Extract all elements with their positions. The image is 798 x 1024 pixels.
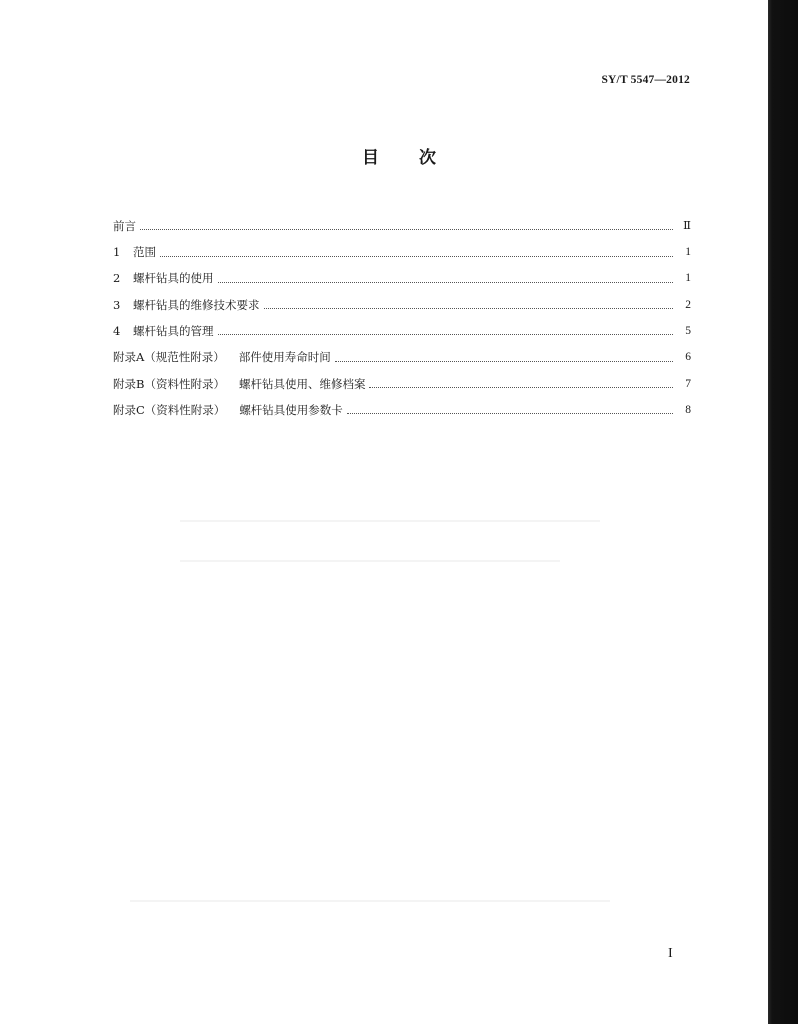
toc-entry-page: Ⅱ — [683, 219, 691, 232]
toc-entry-foreword[interactable] — [113, 206, 691, 232]
toc-appendix-tag: 附录B（资料性附录） — [113, 376, 225, 391]
leader-dots — [160, 255, 673, 257]
toc-entry-number: 3 — [113, 297, 121, 312]
toc-entry-maintenance[interactable] — [113, 285, 691, 311]
toc-entry-label: 螺杆钻具的使用 — [133, 271, 214, 286]
title-char-1: 目 — [362, 148, 380, 168]
toc-entry-management[interactable] — [113, 311, 691, 337]
toc-entry-appendix-c[interactable] — [113, 390, 691, 416]
table-of-contents — [113, 206, 691, 416]
toc-entry-label: 前言 — [113, 218, 136, 233]
toc-entry-page: 2 — [685, 298, 691, 311]
toc-entry-label: 部件使用寿命时间 — [238, 350, 331, 365]
title-char-2: 次 — [418, 148, 436, 168]
toc-entry-label: 螺杆钻具的维修技术要求 — [133, 297, 260, 312]
toc-entry-page: 8 — [685, 403, 691, 416]
leader-dots — [218, 281, 674, 283]
bleed-through-mark — [130, 900, 610, 902]
leader-dots — [347, 412, 673, 414]
page-title — [0, 143, 798, 168]
standard-code: SY/T 5547—2012 — [601, 74, 690, 86]
toc-entry-label: 螺杆钻具使用、维修档案 — [238, 376, 366, 391]
toc-entry-number: 4 — [113, 323, 121, 338]
toc-appendix-tag: 附录A（规范性附录） — [113, 350, 225, 365]
toc-entry-appendix-a[interactable] — [113, 337, 691, 363]
bleed-through-mark — [180, 520, 600, 522]
leader-dots — [335, 360, 673, 362]
toc-appendix-tag: 附录C（资料性附录） — [113, 402, 226, 417]
toc-entry-page: 1 — [685, 246, 691, 259]
toc-entry-page: 1 — [685, 272, 691, 285]
toc-entry-page: 7 — [685, 377, 691, 390]
toc-entry-label: 范围 — [133, 245, 156, 260]
page-number: I — [668, 946, 673, 961]
toc-entry-label: 螺杆钻具的管理 — [133, 323, 214, 338]
toc-entry-number: 1 — [113, 245, 121, 260]
bleed-through-mark — [180, 560, 560, 562]
toc-entry-number: 2 — [113, 271, 121, 286]
leader-dots — [218, 333, 674, 335]
toc-entry-appendix-b[interactable] — [113, 364, 691, 390]
toc-entry-usage[interactable] — [113, 259, 691, 285]
toc-entry-page: 5 — [685, 324, 691, 337]
leader-dots — [369, 386, 673, 388]
toc-entry-page: 6 — [685, 351, 691, 364]
leader-dots — [264, 307, 674, 309]
toc-entry-scope[interactable] — [113, 232, 691, 258]
toc-entry-label: 螺杆钻具使用参数卡 — [239, 402, 343, 417]
leader-dots — [140, 228, 673, 230]
